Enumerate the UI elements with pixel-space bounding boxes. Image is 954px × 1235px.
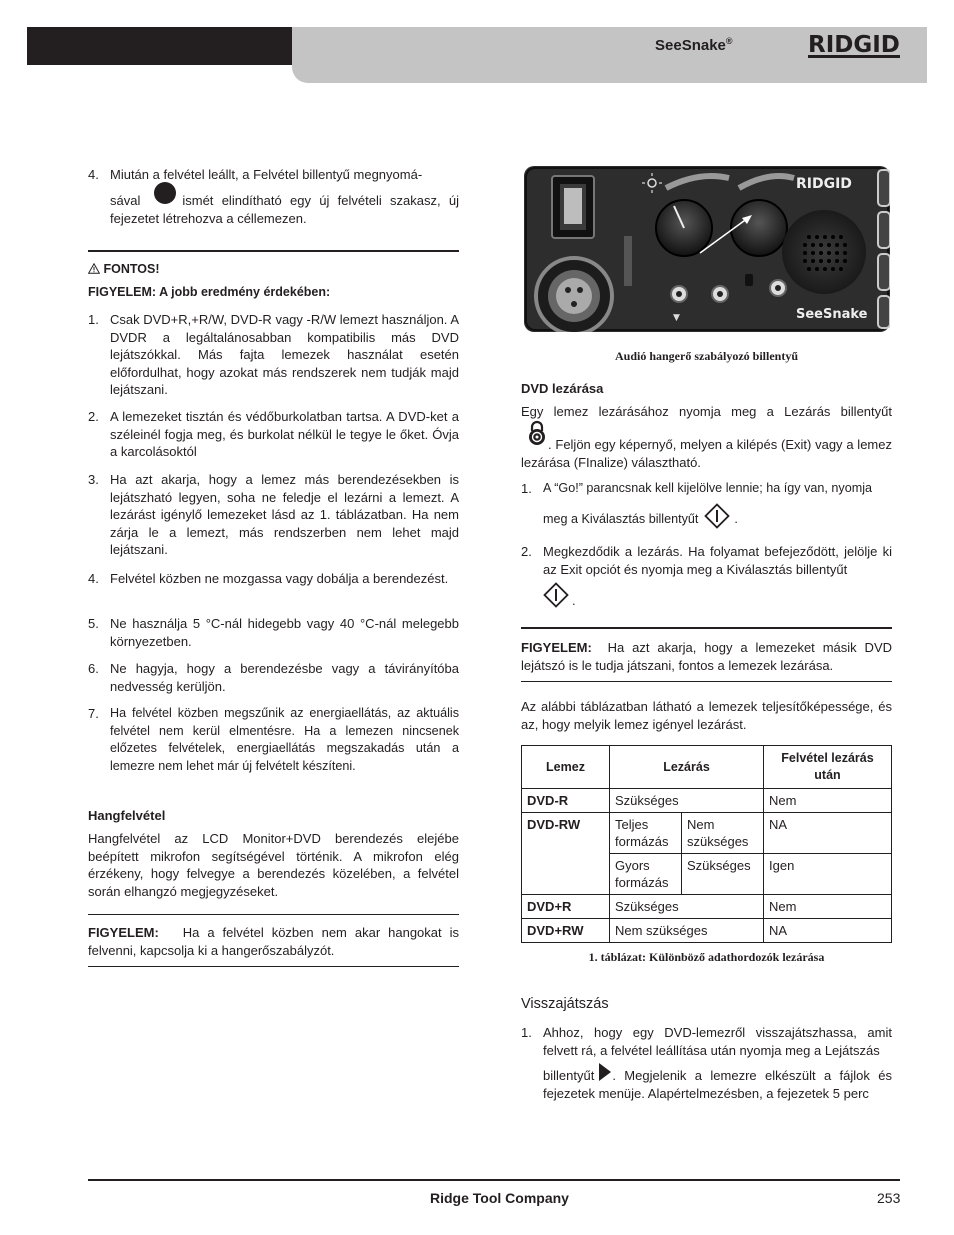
cell-disc: DVD+R — [522, 895, 610, 919]
header-product-name — [655, 36, 733, 54]
important-item-7 — [88, 705, 459, 777]
item1-line2: meg a Kiválasztás billentyűt — [543, 511, 699, 526]
cell-finalize: Nem szükséges — [610, 919, 764, 943]
svg-text:RIDGID: RIDGID — [796, 176, 852, 192]
item-number: 4. — [88, 167, 99, 182]
table-intro: Az alábbi táblázatban látható a lemezek teljesítőképessége, és az, hogy melyik lemez igényel lezárást. — [521, 699, 892, 732]
warning-icon — [88, 263, 100, 274]
note-label: FIGYELEM: — [88, 925, 159, 940]
product-label: SeeSnake — [655, 37, 726, 54]
playback-heading: Visszajátszás — [521, 996, 609, 1012]
item4-line1: Miután a felvétel leállt, a Felvétel billentyű megnyomá- — [110, 167, 423, 182]
item1-period: . — [734, 511, 738, 526]
finalize-note — [521, 639, 892, 674]
divider — [88, 966, 459, 967]
item1-line1: A “Go!” parancsnak kell kijelölve lennie; ha így van, nyomja — [543, 481, 873, 495]
cell-disc: DVD-RW — [522, 813, 610, 895]
disc-finalize-table — [521, 745, 892, 943]
important-item-3 — [88, 471, 459, 561]
divider — [88, 914, 459, 915]
ridgid-logo — [808, 31, 902, 66]
item-text: A lemezeket tisztán és védőburkolatban tartsa. A DVD-ket a széleinél fogja meg, és burkolat nélkül le tegye le őket. Óvja a karcolásoktól — [110, 409, 459, 459]
audio-note — [88, 924, 459, 959]
divider — [521, 681, 892, 682]
header-disc: Lemez — [522, 746, 610, 789]
table-caption: 1. táblázat: Különböző adathordozók lezárása — [588, 950, 825, 964]
header-after: Felvétel lezárás után — [764, 746, 892, 789]
cell-after: Nem — [764, 895, 892, 919]
cell-finalize: Szükséges — [610, 789, 764, 813]
page-number: 253 — [877, 1190, 901, 1206]
important-title — [88, 261, 160, 279]
item-number: 1. — [88, 312, 99, 327]
audio-text: Hangfelvétel az LCD Monitor+DVD berendezés elejébe beépített mikrofon segítségével történik. A mikrofon elég érzékeny, hogy felvegye a berendezés közelében, a felvétel során elhangzó megjegyzéseket. — [88, 831, 459, 899]
important-item-4 — [88, 570, 459, 606]
playback-item-1 — [521, 1024, 892, 1104]
item-text: Ha felvétel közben megszűnik az energiaellátás, az aktuális felvétel nem kerül elmentésre. Ha a lemezen nincsenek előzetes felvételek, energiaellátás megszakadás után a lemezre nem lehet már új felvételt készíteni. — [110, 706, 459, 773]
record-icon — [154, 182, 176, 204]
note-text: Ha a felvétel közben nem akar hangokat is felvenni, kapcsolja ki a hangerőszabályzót. — [88, 925, 459, 958]
cell-after: NA — [764, 813, 892, 854]
table-row — [522, 813, 892, 854]
item-number: 3. — [88, 472, 99, 487]
item-number: 2. — [521, 544, 532, 559]
playback-line2b: . Megjelenik a lemezre elkészült a fájlok és fejezetek menüje. Alapértelmezésben, a fejezetek 5 perc — [543, 1068, 892, 1101]
item4-line2a: sával — [110, 193, 141, 208]
svg-text:RIDGID: RIDGID — [808, 32, 900, 58]
cell-finalize: Nem szükséges — [682, 813, 764, 854]
finalize-item-2 — [521, 543, 892, 615]
note-label: FIGYELEM: — [521, 640, 592, 655]
ridgid-logo-graphic — [808, 31, 902, 61]
item-text: Csak DVD+R,+R/W, DVD-R vagy -R/W lemezt használjon. A DVDR a legáltalánosabban kompatibilis más DVD lejátszókkal. Más fajta lemezek használat esetén előfordulhat, hogy azokat más rendszerek nem tudják majd lejátszani. — [110, 312, 459, 397]
finalize-intro-line2: . Feljön egy képernyő, melyen a kilépés (Exit) vagy a lemez lezárása (FInalize) választható. — [521, 437, 892, 470]
table-row — [522, 789, 892, 813]
important-item-5 — [88, 615, 459, 651]
cell-finalize: Szükséges — [610, 895, 764, 919]
select-icon — [543, 582, 569, 608]
device-panel-illustration — [524, 166, 890, 332]
item4-line2b: ismét elindítható egy új felvételi szakasz, új — [182, 193, 459, 208]
important-item-1 — [88, 311, 459, 401]
item4-line3: fejezetet létrehozva a céllemezen. — [110, 211, 307, 226]
cell-disc: DVD+RW — [522, 919, 610, 943]
header-gray-tab — [292, 65, 927, 83]
finalize-intro-line1: Egy lemez lezárásához nyomja meg a Lezárás billentyűt — [521, 404, 892, 419]
audio-heading: Hangfelvétel — [88, 808, 166, 823]
item-text: Ha azt akarja, hogy a lemez más berendezésekben is lejátszható legyen, soha ne feledje el lezárni a lemezt. A lezárást igénylő lemezeket lásd az 1. táblázatban. Ha nem zárja le a lemezt, más rendszerben nem lehet majd lejátszani. — [110, 472, 459, 557]
important-subtitle: FIGYELEM: A jobb eredmény érdekében: — [88, 285, 331, 299]
item-number: 1. — [521, 481, 532, 496]
item-number: 5. — [88, 616, 99, 631]
playback-line1: Ahhoz, hogy egy DVD-lemezről visszajátszhassa, amit felvett rá, a felvétel leállítása után nyomja meg a Lejátszás — [543, 1025, 892, 1058]
cell-after: Igen — [764, 854, 892, 895]
important-title-text: FONTOS! — [103, 262, 160, 276]
finalize-heading: DVD lezárása — [521, 381, 604, 396]
important-item-6 — [88, 660, 459, 696]
note-text: Ha azt akarja, hogy a lemezeket másik DVD lejátszó is le tudja játszani, fontos a lemezek lezárása. — [521, 640, 893, 673]
footer-rule — [88, 1179, 900, 1181]
divider — [88, 250, 459, 252]
finalize-item-1 — [521, 480, 892, 538]
cell-disc: DVD-R — [522, 789, 610, 813]
item-number: 1. — [521, 1025, 532, 1040]
playback-line2a: billentyűt — [543, 1068, 595, 1083]
cell-mode: Teljes formázás — [610, 813, 682, 854]
header-finalize: Lezárás — [610, 746, 764, 789]
item-number: 6. — [88, 661, 99, 676]
registered-mark: ® — [725, 36, 733, 46]
select-icon — [704, 503, 730, 529]
photo-caption: Audió hangerő szabályozó billentyű — [614, 349, 799, 363]
item-number: 7. — [88, 706, 99, 721]
svg-text:▼: ▼ — [673, 313, 680, 323]
item-text: Ne hagyja, hogy a berendezésbe vagy a távirányítóba nedvesség kerüljön. — [110, 661, 459, 694]
cell-after: Nem — [764, 789, 892, 813]
item2-text: Megkezdődik a lezárás. Ha folyamat befejeződött, jelölje ki az Exit opciót és nyomja meg a Kiválasztás billentyűt — [543, 544, 892, 577]
header-black-band — [27, 27, 292, 65]
cell-mode: Gyors formázás — [610, 854, 682, 895]
cell-finalize: Szükséges — [682, 854, 764, 895]
item-number: 2. — [88, 409, 99, 424]
footer-company: Ridge Tool Company — [430, 1190, 569, 1206]
item2-period: . — [572, 593, 576, 609]
svg-text:SeeSnake: SeeSnake — [796, 307, 868, 322]
item-number: 4. — [88, 571, 99, 586]
play-icon — [598, 1062, 612, 1082]
item-text: Ne használja 5 °C-nál hidegebb vagy 40 °C-nál melegebb környezetben. — [110, 616, 459, 649]
table-row — [522, 919, 892, 943]
device-photo — [524, 166, 890, 332]
table-header-row — [522, 746, 892, 789]
important-item-2 — [88, 408, 459, 462]
cell-after: NA — [764, 919, 892, 943]
table-row — [522, 895, 892, 919]
divider — [521, 627, 892, 629]
item-text: Felvétel közben ne mozgassa vagy dobálja a berendezést. — [110, 571, 449, 586]
